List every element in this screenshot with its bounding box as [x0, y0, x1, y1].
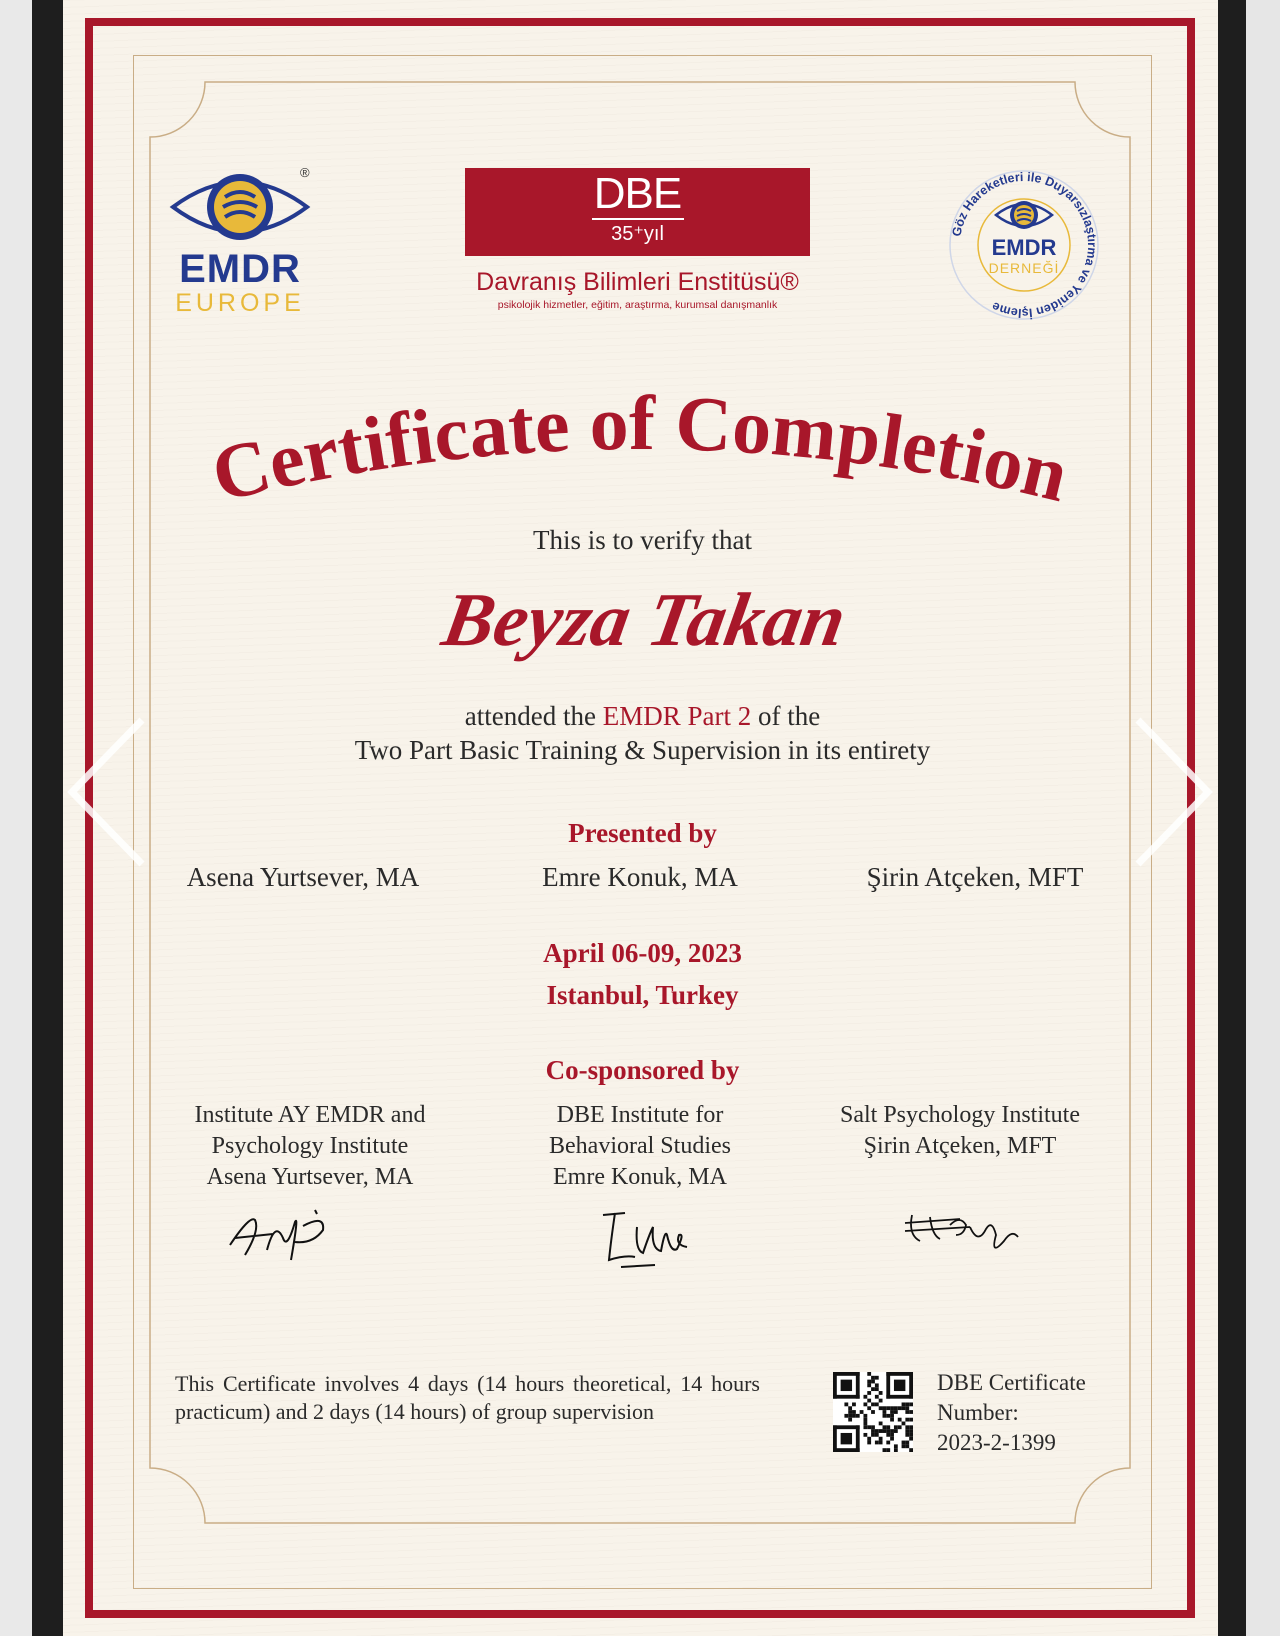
presenter-1: Asena Yurtsever, MA [186, 862, 420, 892]
svg-text:Certificate of Completion: Certificate of Completion [203, 390, 1077, 519]
certificate-number-line-1: DBE Certificate [937, 1370, 1086, 1395]
certificate-number [937, 1368, 1086, 1458]
sponsor-1-line-3: Asena Yurtsever, MA [206, 1164, 414, 1190]
attended-prefix: attended the [464, 701, 596, 731]
seal-name: EMDR [991, 235, 1057, 260]
emdr-europe-sub: EUROPE [175, 289, 305, 317]
sponsor-1 [140, 1100, 480, 1193]
emdr-europe-name: EMDR [179, 247, 301, 291]
signature-1 [225, 1200, 345, 1270]
eye-icon [165, 165, 315, 255]
chevron-right-icon[interactable] [1128, 712, 1218, 872]
dbe-logo-name: DBE [593, 169, 682, 218]
sponsor-2-line-3: Emre Konuk, MA [553, 1164, 727, 1190]
sponsor-3 [790, 1100, 1130, 1162]
seal-sub: DERNEĞİ [988, 260, 1060, 276]
dbe-tagline: psikolojik hizmetler, eğitim, araştırma, kurumsal danışmanlık [497, 299, 778, 311]
certificate-number-line-2: Number: [937, 1400, 1019, 1425]
emdr-europe-logo [165, 165, 315, 315]
svg-text:Beyza Takan: Beyza Takan [436, 577, 852, 662]
dbe-logo-years: 35⁺yıl [611, 223, 664, 245]
attended-line [133, 701, 1152, 732]
training-line: Two Part Basic Training & Supervision in its entirety [354, 735, 931, 765]
certificate-hours-note: This Certificate involves 4 days (14 hours theoretical, 14 hours practicum) and 2 days (14 hours) of group supervision [175, 1371, 760, 1424]
qr-code [833, 1372, 913, 1452]
cosponsored-heading: Co-sponsored by [545, 1055, 740, 1085]
presented-by-heading: Presented by [568, 818, 717, 848]
course-name: EMDR Part 2 [602, 701, 752, 731]
training-location: Istanbul, Turkey [546, 980, 739, 1010]
registered-mark: ® [300, 165, 310, 180]
seal-ring-text: Göz Hareketleri ile Duyarsızlaştırma ve Yeniden İşleme [949, 169, 1100, 321]
sponsor-2-line-2: Behavioral Studies [549, 1133, 731, 1159]
presenter-3: Şirin Atçeken, MFT [866, 862, 1084, 892]
training-date: April 06-09, 2023 [543, 938, 742, 968]
recipient-name [390, 565, 890, 685]
signature-3 [900, 1205, 1030, 1265]
chevron-left-icon[interactable] [62, 712, 152, 872]
signature-2 [595, 1205, 705, 1275]
sponsor-1-line-1: Institute AY EMDR and [194, 1102, 426, 1128]
verify-line: This is to verify that [533, 525, 752, 555]
emdr-dernegi-seal [944, 165, 1104, 325]
dbe-logo-rule [592, 218, 684, 220]
presenter-2: Emre Konuk, MA [542, 862, 738, 892]
certificate-title [150, 390, 1130, 540]
dbe-institute-name: Davranış Bilimleri Enstitüsü® [476, 268, 799, 296]
sponsor-2 [470, 1100, 810, 1193]
dbe-logo-box [465, 168, 810, 256]
attended-suffix: of the [757, 701, 821, 731]
sponsor-3-line-2: Şirin Atçeken, MFT [863, 1133, 1057, 1159]
dbe-logo [465, 168, 815, 311]
sponsor-2-line-1: DBE Institute for [556, 1102, 724, 1128]
certificate-number-line-3: 2023-2-1399 [937, 1430, 1056, 1455]
sponsor-1-line-2: Psychology Institute [211, 1133, 409, 1159]
sponsor-3-line-1: Salt Psychology Institute [840, 1102, 1080, 1128]
